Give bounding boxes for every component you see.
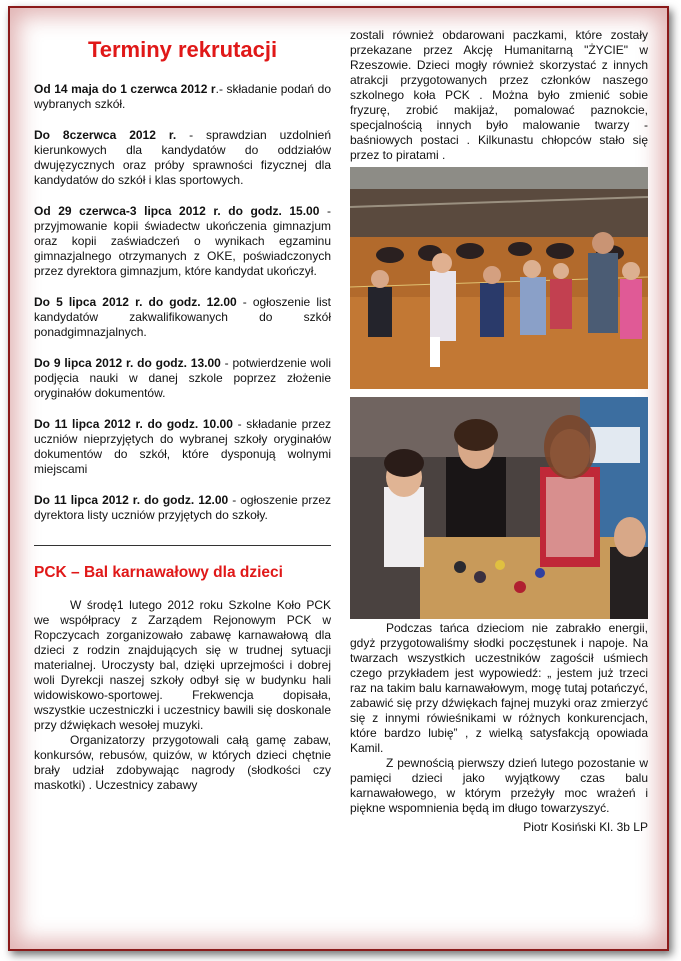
face-painting-photo [350, 397, 648, 619]
recruitment-title: Terminy rekrutacji [87, 37, 278, 62]
recruitment-item: Od 29 czerwca-3 lipca 2012 r. do godz. 15.00 - przyjmowanie kopii świadectw ukończenia gimnazjum oraz kopii zaświadczeń o wynikach egzaminu gimnazjalnego otrzymanych z OKE, poświadczonych przez dyrektora gimnazjum, które kandydat ukończył. [34, 204, 331, 278]
article-paragraph: Organizatorzy przygotowali całą gamę zabaw, konkursów, rebusów, quizów, w których dzieci chętnie brały udział zdobywając nagrody (słodkości czy maskotki) . Uczestnicy zabawy [34, 733, 331, 792]
left-column [34, 30, 331, 793]
recruitment-item: Do 11 lipca 2012 r. do godz. 12.00 - ogłoszenie przez dyrektora listy uczniów przyjętych do szkoły. [34, 493, 331, 522]
article-paragraph: zostali również obdarowani paczkami, które zostały przekazane przez Akcję Humanitarną "ŻYCIE" w Rzeszowie. Dzieci mogły również skorzystać z innych atrakcji przygotowanych przez członków naszego szkolnego koła PCK . Można było zmienić sobie fryzurę, zrobić makijaż, pomalować paznokcie, specjalnością innych było malowanie twarzy - baśniowych postaci . Kilkunastu chłopców stało się przez to piratami . [350, 28, 648, 162]
recruitment-item: Do 8czerwca 2012 r. - sprawdzian uzdolnień kierunkowych dla kandydatów do oddziałów dwujęzycznych oraz próby sprawności fizycznej dla kandydatów do szkół i klas sportowych. [34, 128, 331, 187]
article-paragraph: Podczas tańca dzieciom nie zabrakło energii, gdyż przygotowaliśmy słodki poczęstunek i napoje. Na twarzach wszystkich uczestników zagościł uśmiech czego przykładem jest wypowiedź: „ jestem już trzeci raz na takim balu karnawałowym, mogę tutaj potańczyć, zabawić się przy dźwiękach fajnej muzyki oraz zmierzyć się z innymi rówieśnikami w różnych konkurencjach, które bardzo lubię” , z wielką satysfakcją opowiada Kamil. [350, 621, 648, 755]
recruitment-item: Do 5 lipca 2012 r. do godz. 12.00 - ogłoszenie list kandydatów zakwalifikowanych do szkół ponadgimnazjalnych. [34, 295, 331, 339]
article-title: PCK – Bal karnawałowy dla dzieci [34, 564, 283, 581]
divider [34, 545, 331, 546]
article-paragraph: Z pewnością pierwszy dzień lutego pozostanie w pamięci dzieci jako wyjątkowy czas balu karnawałowego, w którym przeżyły moc wrażeń i piękne wspomnienia będą im długo towarzyszyć. [350, 756, 648, 815]
dance-photo [350, 167, 648, 389]
recruitment-item: Do 9 lipca 2012 r. do godz. 13.00 - potwierdzenie woli podjęcia nauki w danej szkole poprzez złożenie oryginałów dokumentów. [34, 356, 332, 400]
recruitment-item: Od 14 maja do 1 czerwca 2012 r.- składanie podań do wybranych szkół. [34, 82, 332, 111]
recruitment-item: Do 11 lipca 2012 r. do godz. 10.00 - składanie przez uczniów nieprzyjętych do wybranej szkoły oryginałów dokumentów do szkół, które dysponują wolnymi miejscami [34, 417, 331, 476]
article-paragraph: W środę1 lutego 2012 roku Szkolne Koło PCK we współpracy z Zarządem Rejonowym PCK w Ropczycach zorganizowało zabawę karnawałową dla dzieci z rodzin znajdujących się w trudnej sytuacji materialnej. Uroczysty bal, dzięki uprzejmości i dobrej woli Dyrekcji naszej szkoły odbył się w budynku hali widowiskowo-sportowej. Frekwencja dopisała, wszystkie uczestniczki i uczestnicy bawili się doskonale przy dźwiękach wesołej muzyki. [34, 598, 331, 732]
right-column [350, 30, 648, 835]
author-signature: Piotr Kosiński Kl. 3b LP [523, 820, 648, 834]
